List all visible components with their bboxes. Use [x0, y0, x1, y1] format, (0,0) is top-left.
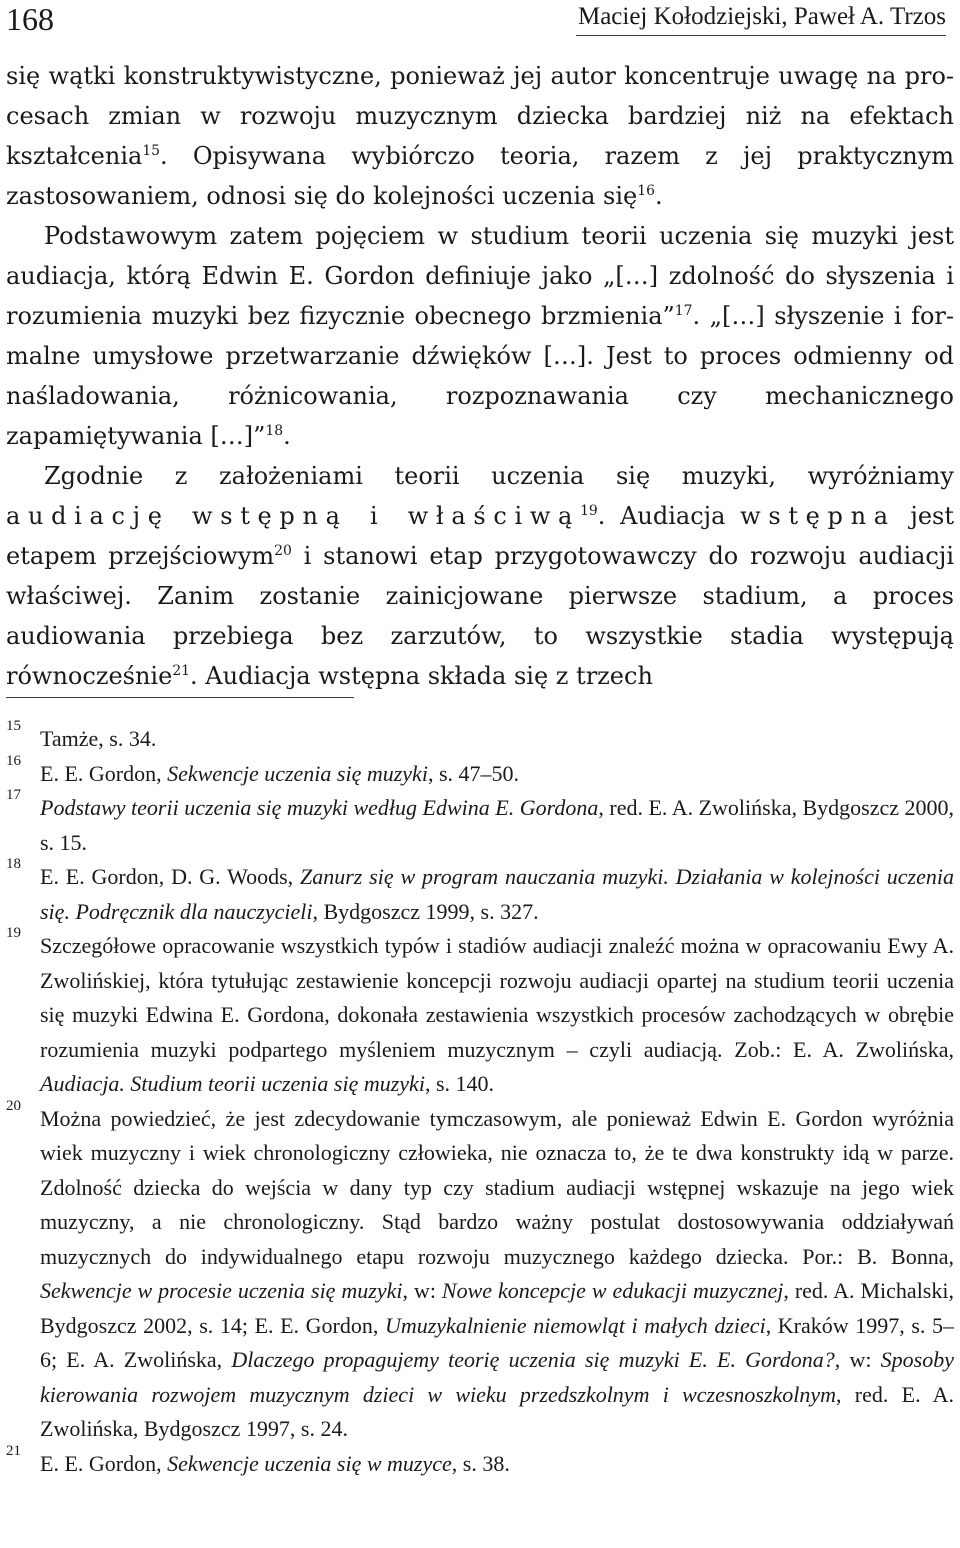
running-head: Maciej Kołodziejski, Paweł A. Trzos [577, 3, 946, 30]
footnote-text-run: Można powiedzieć, że jest zdecydowanie tymczasowym, ale ponieważ Edwin E. Gordon wyróżnia wiek muzyczny i wiek chronologiczny człowieka, nie oznacza to, że te dwa konstrukty idą w parze. Zdolność dziecka do wejścia w dany typ czy stadium audiacji wstępnej wskazuje na jego wiek muzyczny, a nie chronologiczny. Stąd bardzo ważny postulat dostosowywania oddziaływań muzycznych do indywidualnego etapu rozwoju muzycznego każdego dziecka. Por.: B. Bonna, [40, 1105, 954, 1269]
footnote-number: 15 [6, 718, 21, 734]
footnote-ref: 20 [274, 543, 292, 559]
footnote-ref: 21 [172, 663, 191, 679]
footnote-number: 18 [6, 856, 21, 872]
footnote-number: 19 [6, 925, 21, 941]
body-text [6, 56, 954, 696]
footnote-italic-run: Nowe koncepcje w edukacji muzycznej [441, 1278, 784, 1303]
footnote-text-run: E. E. Gordon, [40, 760, 168, 786]
footnote-text-run: , s. 47–50. [427, 760, 519, 786]
footnote-number: 21 [6, 1442, 21, 1459]
footnote-19 [6, 925, 954, 1102]
footnote-text-run: , red. A. Michalski, Bydgoszcz 2002, s. 14; E. E. Gordon, [40, 1278, 954, 1338]
footnote-ref: 18 [265, 423, 284, 439]
footnote-text-run: E. E. Gordon, [40, 1450, 168, 1476]
text-run: Zgodnie z założeniami teorii uczenia się muzyki, wyróżniamy [44, 462, 954, 490]
footnote-text-run: , s. 140. [424, 1071, 494, 1096]
footnote-text [40, 1102, 954, 1447]
text-run: i stanowi etap przygotowawczy do rozwoju audiacji właściwej. Zanim zostanie zainicjowane pierwsze stadium, a proces audiowania przebiega bez zarzutów, to wszystkie stadia występują równocześnie [6, 542, 954, 690]
footnotes [6, 718, 955, 1481]
footnote-text-run: E. E. Gordon, D. G. Woods, [40, 864, 300, 889]
text-run: . Audiacja [597, 502, 741, 530]
footnote-text [40, 757, 954, 792]
text-run: się wątki konstruktywistyczne, ponieważ jej autor koncentruje uwagę na procesach zmian w rozwoju muzycznym dziecka bardziej niż na efektach kształcenia [6, 62, 954, 170]
footnote-text [40, 722, 954, 757]
footnote-number: 17 [6, 787, 21, 803]
footnote-italic-run: Audiacja. Studium teorii uczenia się muzyki [40, 1071, 425, 1096]
footnote-italic-run: Sekwencje uczenia się w muzyce [167, 1450, 452, 1476]
footnote-20 [6, 1097, 954, 1447]
spaced-emphasis: audiację wstępną i właściwą [6, 502, 581, 530]
footnote-ref: 16 [637, 183, 655, 199]
text-run: Podstawowym zatem pojęciem w studium teorii uczenia się muzyki jest audiacja, którą Edwin E. Gordon definiuje jako „[…] zdolność do słyszenia i rozumienia muzyki bez fizycznie obecnego brzmienia” [6, 222, 954, 330]
paragraph-2 [6, 216, 954, 456]
footnote-number: 20 [6, 1097, 21, 1114]
paragraph-1 [6, 56, 954, 216]
footnote-text-run: , w: [402, 1278, 442, 1303]
text-run: . „[…] słyszenie i formalne umysłowe przetwarzanie dźwięków […]. Jest to proces odmienny od naśladowania, różnicowania, rozpoznawania czy mechanicznego zapamiętywania […]” [6, 302, 954, 450]
footnote-15 [6, 718, 954, 757]
footnote-21 [6, 1442, 954, 1482]
footnote-italic-run: Sekwencje w procesie uczenia się muzyki [40, 1278, 403, 1303]
footnote-italic-run: Sposoby kierowania rozwojem muzycznym dzieci w wieku przedszkolnym i wczesnoszkolnym [40, 1347, 954, 1407]
footnote-18 [6, 856, 954, 929]
footnote-text-run: , red. E. A. Zwolińska, Bydgoszcz 2000, s. 15. [40, 795, 955, 855]
footnote-italic-run: Umuzykalnienie niemowląt i małych dzieci [384, 1312, 766, 1338]
footnote-ref: 17 [674, 303, 693, 319]
footnote-text [40, 860, 954, 929]
text-run: jest etapem przejściowym [6, 502, 955, 570]
footnote-ref: 15 [142, 143, 161, 159]
text-run: . [283, 422, 291, 450]
footnote-text [40, 929, 954, 1102]
footnote-text [40, 1447, 954, 1482]
footnote-text-run: Szczegółowe opracowanie wszystkich typów i stadiów audiacji znaleźć można w opracowaniu Ewy A. Zwolińskiej, która tytułując zestawienie koncepcji rozwoju audiacji opartej na studium teorii uczenia się muzyki Edwina E. Gordona, dokonała zestawienia wszystkich procesów zachodzących w obrębie rozumienia muzyki podpartego myśleniem muzycznym – czyli audiacją. Zob.: E. A. Zwolińska, [40, 933, 954, 1062]
footnote-italic-run: Podstawy teorii uczenia się muzyki według Edwina E. Gordona [40, 795, 599, 820]
text-run: . [654, 182, 663, 210]
footnote-text-run: Tamże, s. 34. [40, 726, 157, 751]
footnote-number: 16 [6, 752, 21, 769]
footnote-italic-run: Dlaczego propagujemy teorię uczenia się muzyki E. E. Gordona? [231, 1347, 835, 1372]
text-run: . Opisywana wybiórczo teoria, razem z jej praktycznym zastosowaniem, odnosi się do kolejności uczenia się [6, 142, 954, 210]
footnote-italic-run: Sekwencje uczenia się muzyki [167, 760, 428, 786]
footnote-ref: 19 [580, 503, 598, 519]
footnote-separator [6, 697, 354, 698]
header-rule [576, 35, 946, 36]
footnote-16 [6, 752, 954, 792]
paragraph-3 [6, 456, 954, 696]
footnote-text-run: , red. E. A. Zwolińska, Bydgoszcz 1997, s. 24. [40, 1381, 954, 1441]
page-number: 168 [6, 1, 54, 37]
footnote-text [40, 791, 954, 860]
footnote-text-run: , w: [834, 1347, 881, 1372]
footnote-17 [6, 787, 955, 860]
text-run: . Audiacja wstępna składa się z trzech [190, 662, 653, 690]
footnote-text-run: , Bydgoszcz 1999, s. 327. [312, 898, 539, 924]
footnote-text-run: , Kraków 1997, s. 5–6; E. A. Zwolińska, [40, 1312, 954, 1372]
spaced-emphasis: wstępna [740, 502, 896, 530]
footnote-italic-run: Zanurz się w program nauczania muzyki. Działania w kolejności uczenia się. Podręcznik dla nauczycieli [40, 864, 954, 924]
footnote-text-run: , s. 38. [451, 1450, 510, 1476]
page-header [0, 0, 960, 40]
